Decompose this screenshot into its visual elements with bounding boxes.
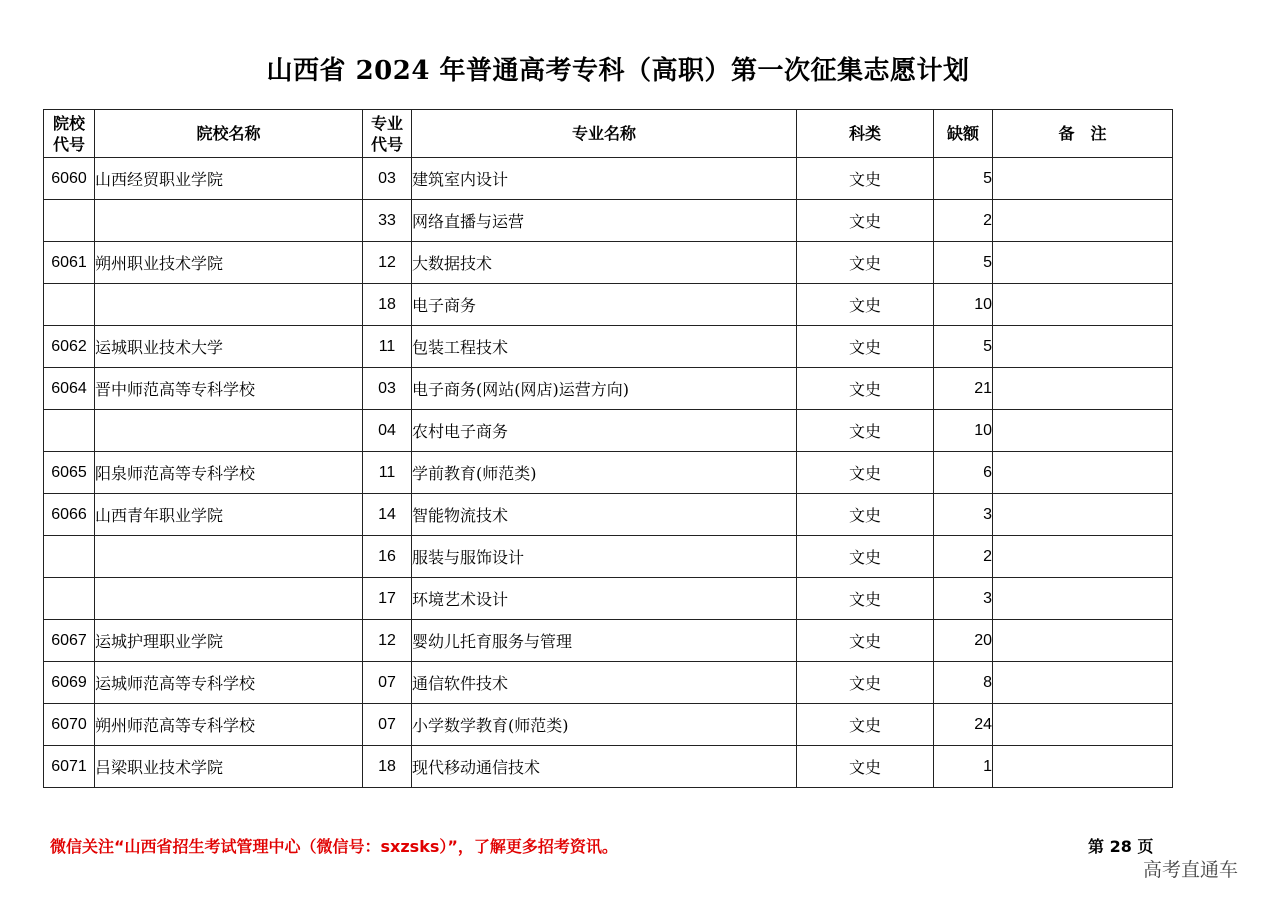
cell-school-code: 6071 [44, 746, 95, 788]
table-row [44, 368, 1173, 410]
table-row [44, 200, 1173, 242]
cell-school-code: 6067 [44, 620, 95, 662]
cell-school-code [44, 536, 95, 578]
header-school-name: 院校名称 [95, 110, 363, 158]
cell-school-code [44, 410, 95, 452]
cell-major-name: 建筑室内设计 [412, 158, 797, 200]
cell-major-name: 学前教育(师范类) [412, 452, 797, 494]
cell-category: 文史 [797, 746, 934, 788]
cell-remarks [993, 620, 1173, 662]
cell-major-code: 16 [363, 536, 412, 578]
table-row [44, 578, 1173, 620]
cell-major-code: 04 [363, 410, 412, 452]
cell-school-code [44, 578, 95, 620]
cell-major-name: 农村电子商务 [412, 410, 797, 452]
cell-major-code: 07 [363, 704, 412, 746]
header-category: 科类 [797, 110, 934, 158]
header-major-name: 专业名称 [412, 110, 797, 158]
enrollment-plan-table [43, 109, 1173, 788]
cell-school-name: 山西青年职业学院 [95, 494, 363, 536]
cell-school-name: 运城职业技术大学 [95, 326, 363, 368]
cell-category: 文史 [797, 452, 934, 494]
cell-category: 文史 [797, 410, 934, 452]
cell-major-code: 14 [363, 494, 412, 536]
cell-school-code: 6069 [44, 662, 95, 704]
table-row [44, 410, 1173, 452]
cell-category: 文史 [797, 284, 934, 326]
cell-school-name: 晋中师范高等专科学校 [95, 368, 363, 410]
table-row [44, 242, 1173, 284]
cell-school-code: 6062 [44, 326, 95, 368]
header-major-code-l1: 专业 [370, 113, 403, 133]
cell-school-code: 6060 [44, 158, 95, 200]
cell-school-name: 山西经贸职业学院 [95, 158, 363, 200]
table-row [44, 494, 1173, 536]
cell-major-name: 电子商务(网站(网店)运营方向) [412, 368, 797, 410]
cell-school-name [95, 536, 363, 578]
cell-school-code [44, 284, 95, 326]
cell-vacancy: 3 [934, 494, 993, 536]
cell-vacancy: 5 [934, 242, 993, 284]
cell-category: 文史 [797, 494, 934, 536]
cell-category: 文史 [797, 578, 934, 620]
cell-major-code: 18 [363, 746, 412, 788]
table-row [44, 284, 1173, 326]
cell-school-name [95, 284, 363, 326]
cell-school-name [95, 410, 363, 452]
cell-category: 文史 [797, 326, 934, 368]
cell-major-code: 11 [363, 452, 412, 494]
cell-remarks [993, 494, 1173, 536]
table-row [44, 536, 1173, 578]
cell-major-name: 智能物流技术 [412, 494, 797, 536]
cell-remarks [993, 410, 1173, 452]
cell-category: 文史 [797, 662, 934, 704]
cell-school-name [95, 578, 363, 620]
cell-major-code: 12 [363, 242, 412, 284]
cell-school-name: 朔州职业技术学院 [95, 242, 363, 284]
cell-school-name: 阳泉师范高等专科学校 [95, 452, 363, 494]
cell-category: 文史 [797, 704, 934, 746]
table-row [44, 746, 1173, 788]
header-remarks: 备 注 [993, 110, 1173, 158]
cell-vacancy: 2 [934, 536, 993, 578]
cell-remarks [993, 368, 1173, 410]
cell-vacancy: 20 [934, 620, 993, 662]
cell-school-code: 6066 [44, 494, 95, 536]
header-school-code [44, 110, 95, 158]
table-row [44, 452, 1173, 494]
watermark: 高考直通车 [1143, 859, 1239, 881]
cell-school-name: 运城护理职业学院 [95, 620, 363, 662]
cell-major-name: 包装工程技术 [412, 326, 797, 368]
header-school-code-l1: 院校 [52, 113, 85, 133]
cell-remarks [993, 200, 1173, 242]
cell-category: 文史 [797, 242, 934, 284]
cell-school-code: 6065 [44, 452, 95, 494]
table-header-row [44, 110, 1173, 158]
cell-school-code: 6064 [44, 368, 95, 410]
cell-remarks [993, 158, 1173, 200]
footer-wechat-note: 微信关注“山西省招生考试管理中心（微信号：sxzsks）”，了解更多招考资讯。 [50, 837, 618, 856]
cell-school-code: 6070 [44, 704, 95, 746]
cell-major-name: 大数据技术 [412, 242, 797, 284]
cell-major-code: 12 [363, 620, 412, 662]
cell-vacancy: 6 [934, 452, 993, 494]
cell-major-name: 通信软件技术 [412, 662, 797, 704]
cell-major-code: 03 [363, 158, 412, 200]
cell-remarks [993, 284, 1173, 326]
page-title: 山西省 2024 年普通高考专科（高职）第一次征集志愿计划 [266, 56, 970, 86]
cell-vacancy: 8 [934, 662, 993, 704]
header-school-code-l2: 代号 [52, 134, 85, 154]
cell-major-code: 18 [363, 284, 412, 326]
header-major-code [363, 110, 412, 158]
table-row [44, 326, 1173, 368]
cell-school-name: 朔州师范高等专科学校 [95, 704, 363, 746]
cell-vacancy: 5 [934, 326, 993, 368]
cell-remarks [993, 746, 1173, 788]
cell-major-name: 电子商务 [412, 284, 797, 326]
table-row [44, 158, 1173, 200]
header-major-code-l2: 代号 [370, 134, 403, 154]
cell-major-name: 网络直播与运营 [412, 200, 797, 242]
header-vacancy: 缺额 [934, 110, 993, 158]
cell-school-code [44, 200, 95, 242]
table-row [44, 662, 1173, 704]
cell-major-name: 小学数学教育(师范类) [412, 704, 797, 746]
cell-school-name: 运城师范高等专科学校 [95, 662, 363, 704]
page-number: 第 28 页 [1088, 837, 1154, 856]
cell-school-name: 吕梁职业技术学院 [95, 746, 363, 788]
cell-category: 文史 [797, 200, 934, 242]
cell-remarks [993, 662, 1173, 704]
cell-vacancy: 21 [934, 368, 993, 410]
cell-major-name: 婴幼儿托育服务与管理 [412, 620, 797, 662]
cell-vacancy: 5 [934, 158, 993, 200]
cell-vacancy: 10 [934, 410, 993, 452]
cell-major-name: 服装与服饰设计 [412, 536, 797, 578]
cell-remarks [993, 242, 1173, 284]
cell-remarks [993, 326, 1173, 368]
cell-category: 文史 [797, 158, 934, 200]
cell-category: 文史 [797, 368, 934, 410]
cell-major-code: 11 [363, 326, 412, 368]
cell-major-code: 33 [363, 200, 412, 242]
table-row [44, 620, 1173, 662]
cell-school-name [95, 200, 363, 242]
cell-vacancy: 10 [934, 284, 993, 326]
cell-major-code: 07 [363, 662, 412, 704]
cell-major-name: 环境艺术设计 [412, 578, 797, 620]
cell-category: 文史 [797, 620, 934, 662]
cell-remarks [993, 578, 1173, 620]
cell-remarks [993, 536, 1173, 578]
cell-vacancy: 24 [934, 704, 993, 746]
cell-vacancy: 1 [934, 746, 993, 788]
table-row [44, 704, 1173, 746]
cell-category: 文史 [797, 536, 934, 578]
cell-school-code: 6061 [44, 242, 95, 284]
cell-major-name: 现代移动通信技术 [412, 746, 797, 788]
cell-major-code: 17 [363, 578, 412, 620]
cell-vacancy: 2 [934, 200, 993, 242]
cell-major-code: 03 [363, 368, 412, 410]
cell-remarks [993, 452, 1173, 494]
cell-remarks [993, 704, 1173, 746]
cell-vacancy: 3 [934, 578, 993, 620]
